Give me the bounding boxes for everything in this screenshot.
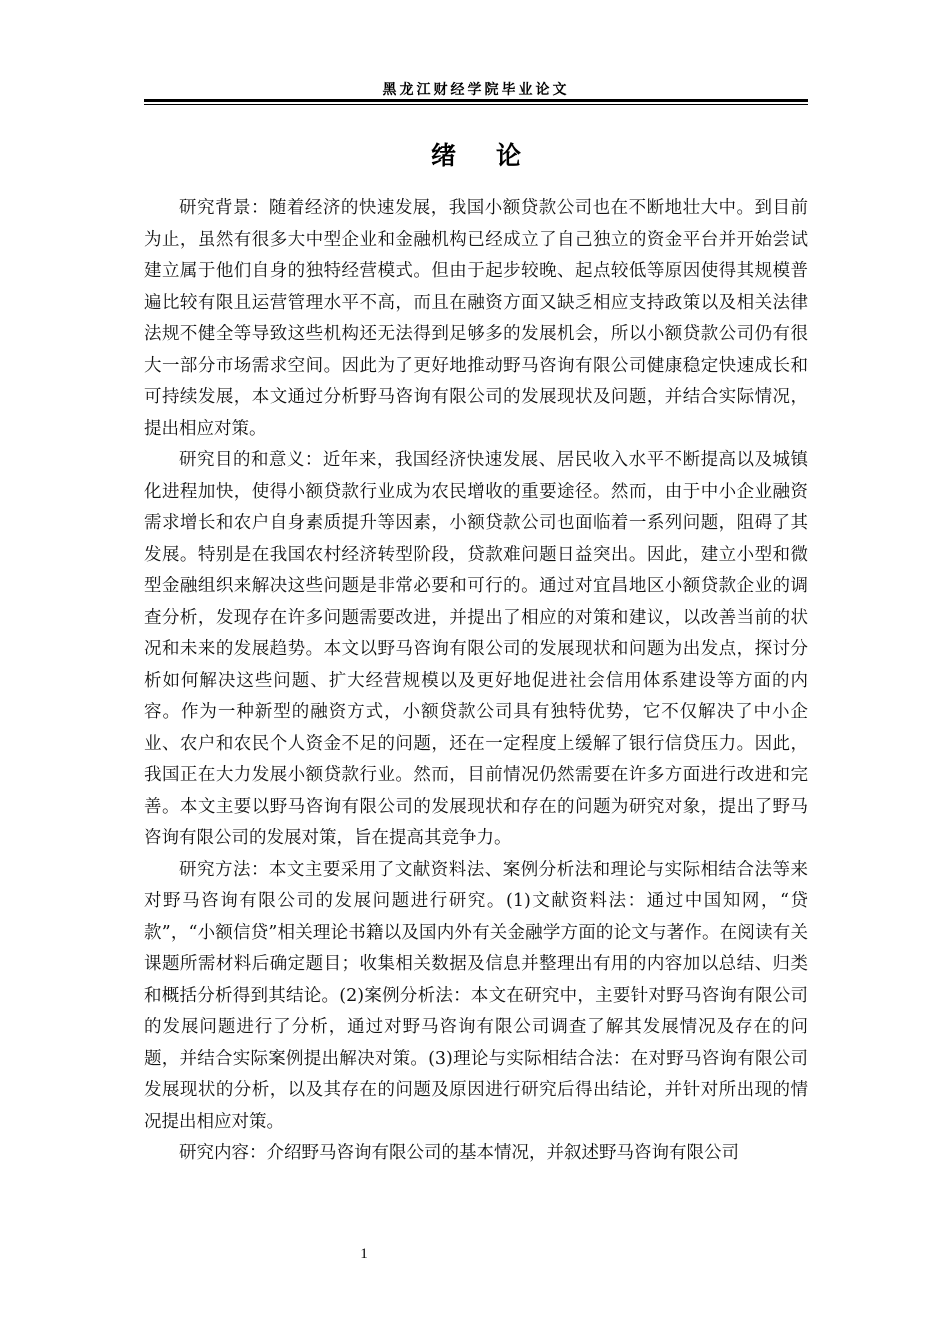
body-text [144, 193, 808, 1170]
page-number: 1 [360, 1246, 368, 1262]
header-rule-thick [144, 99, 808, 102]
paragraph-research-content: 研究内容：介绍野马咨询有限公司的基本情况，并叙述野马咨询有限公司 [179, 1143, 739, 1163]
header-rule-thin [144, 104, 808, 105]
paragraph-research-background: 研究背景：随着经济的快速发展，我国小额贷款公司也在不断地壮大中。到目前为止，虽然有很多大中型企业和金融机构已经成立了自己独立的资金平台并开始尝试建立属于他们自身的独特经营模式。但由于起步较晚、起点较低等原因使得其规模普遍比较有限且运营管理水平不高，而且在融资方面又缺乏相应支持政策以及相关法律法规不健全等导致这些机构还无法得到足够多的发展机会，所以小额贷款公司仍有很大一部分市场需求空间。因此为了更好地推动野马咨询有限公司健康稳定快速成长和可持续发展，本文通过分析野马咨询有限公司的发展现状及问题，并结合实际情况，提出相应对策。 [144, 198, 808, 439]
chapter-title: 绪论 [430, 141, 561, 170]
paragraph-research-purpose: 研究目的和意义：近年来，我国经济快速发展、居民收入水平不断提高以及城镇化进程加快，使得小额贷款行业成为农民增收的重要途径。然而，由于中小企业融资需求增长和农户自身素质提升等因素，小额贷款公司也面临着一系列问题，阻碍了其发展。特别是在我国农村经济转型阶段，贷款难问题日益突出。因此，建立小型和微型金融组织来解决这些问题是非常必要和可行的。通过对宜昌地区小额贷款企业的调查分析，发现存在许多问题需要改进，并提出了相应的对策和建议，以改善当前的状况和未来的发展趋势。本文以野马咨询有限公司的发展现状和问题为出发点，探讨分析如何解决这些问题、扩大经营规模以及更好地促进社会信用体系建设等方面的内容。作为一种新型的融资方式，小额贷款公司具有独特优势，它不仅解决了中小企业、农户和农民个人资金不足的问题，还在一定程度上缓解了银行信贷压力。因此，我国正在大力发展小额贷款行业。然而，目前情况仍然需要在许多方面进行改进和完善。本文主要以野马咨询有限公司的发展现状和存在的问题为研究对象，提出了野马咨询有限公司的发展对策，旨在提高其竞争力。 [144, 450, 808, 848]
paragraph-research-methods: 研究方法：本文主要采用了文献资料法、案例分析法和理论与实际相结合法等来对野马咨询有限公司的发展问题进行研究。(1)文献资料法：通过中国知网，“贷款”，“小额信贷”相关理论书籍以及国内外有关金融学方面的论文与著作。在阅读有关课题所需材料后确定题目；收集相关数据及信息并整理出有用的内容加以总结、归类和概括分析得到其结论。(2)案例分析法：本文在研究中，主要针对野马咨询有限公司的发展问题进行了分析，通过对野马咨询有限公司调查了解其发展情况及存在的问题，并结合实际案例提出解决对策。(3)理论与实际相结合法：在对野马咨询有限公司发展现状的分析，以及其存在的问题及原因进行研究后得出结论，并针对所出现的情况提出相应对策。 [144, 859, 808, 1132]
running-header: 黑龙江财经学院毕业论文 [382, 82, 570, 98]
